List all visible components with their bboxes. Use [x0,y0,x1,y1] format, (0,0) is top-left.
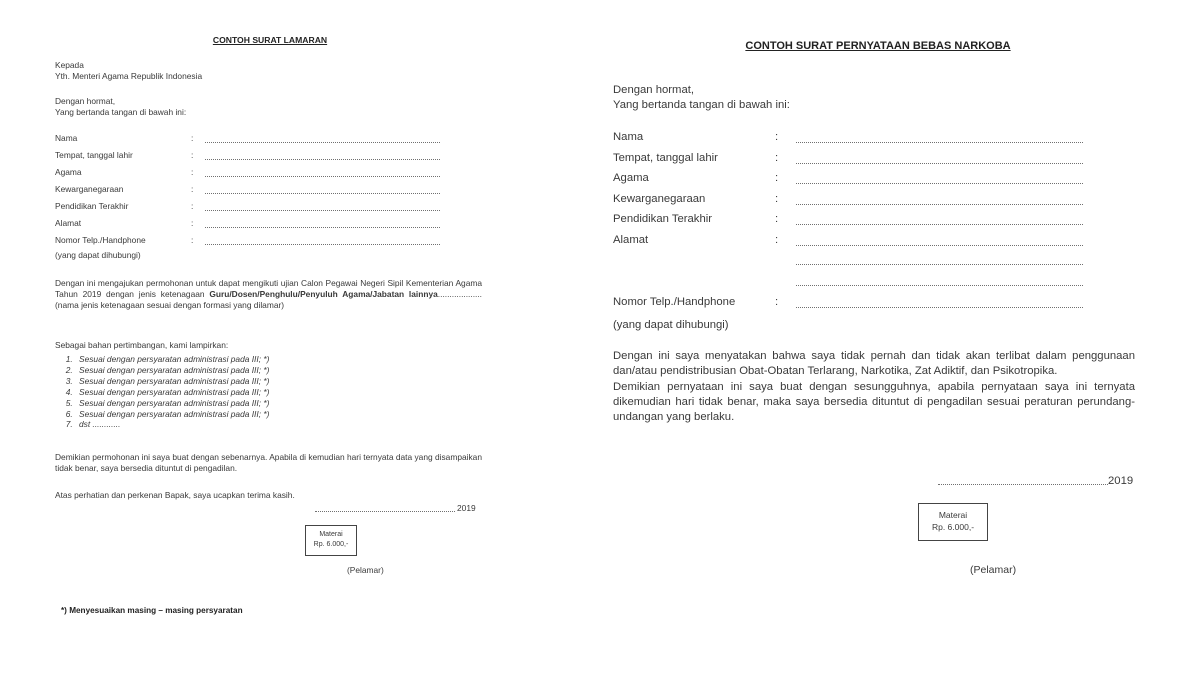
signature-year: 2019 [1108,475,1134,487]
body-dots: ................... [437,288,483,299]
field-colon: : [775,152,779,164]
letter-title: CONTOH SURAT LAMARAN [212,35,328,45]
field-pendidikan-terakhir [613,212,1143,226]
recipient-text: Yth. Menteri Agama Republik Indonesia [55,70,203,81]
field-colon: : [775,213,779,225]
field-label: Nama [613,131,644,143]
attachments-block [55,340,485,430]
signer-label: (Pelamar) [970,564,1017,576]
contact-note [613,318,1143,333]
list-item: 7. dst ............ [75,419,485,430]
field-label: Alamat [613,234,649,246]
address-dotted-line [796,264,1083,265]
field-nomor-telp [55,235,485,249]
field-tempat-tanggal-lahir [55,150,485,164]
closing-text: Demikian permohonan ini saya buat dengan sebenarnya. Apabila di kemudian hari ternyata data yang disampaikan tidak benar, saya bersedia dituntut di pengadilan. [55,452,482,473]
field-label: Kewarganegaraan [613,193,706,205]
field-dotted-line [796,204,1083,205]
body-text-2: (nama jenis ketenagaan sesuai dengan formasi yang dilamar) [55,299,285,310]
field-dotted-line [205,227,440,228]
statement-text: Dengan ini saya menyatakan bahwa saya tidak pernah dan tidak akan terlibat dalam penggunaan dan/atau pendistribusian Obat-Obatan Terlarang, Narkotika, Zat Adiktif, dan Psikotropika. [613,350,1135,378]
recipient-block [55,60,485,82]
stamp-box [305,525,357,556]
field-colon: : [191,167,194,177]
field-nama [55,133,485,147]
field-colon: : [775,193,779,205]
intro-text: Yang bertanda tangan di bawah ini: [613,99,790,112]
field-colon: : [775,296,779,308]
field-alamat [55,218,485,232]
application-paragraph [55,278,482,311]
field-label: Nomor Telp./Handphone [613,296,736,308]
field-label: Nama [55,133,78,143]
field-nama [613,130,1143,144]
list-item: 2. Sesuai dengan persyaratan administrasi pada III; *) [75,365,485,376]
attachments-list [55,354,485,430]
list-item: 3. Sesuai dengan persyaratan administrasi pada III; *) [75,376,485,387]
field-agama [613,171,1143,185]
field-dotted-line [796,307,1083,308]
signer-label: (Pelamar) [347,565,384,575]
list-item: 6. Sesuai dengan persyaratan administrasi pada III; *) [75,409,485,420]
list-item: 4. Sesuai dengan persyaratan administrasi pada III; *) [75,387,485,398]
field-colon: : [191,218,194,228]
signature-year: 2019 [457,503,476,513]
field-colon: : [191,235,194,245]
date-dotted-line [315,511,455,512]
field-dotted-line [796,163,1083,164]
stamp-amount: Rp. 6.000,- [931,522,975,532]
field-label: Pendidikan Terakhir [613,213,713,225]
field-dotted-line [205,210,440,211]
greeting-block [55,96,485,118]
application-body [55,278,482,311]
field-colon: : [775,234,779,246]
field-colon: : [775,172,779,184]
field-colon: : [191,150,194,160]
statement-block [613,349,1135,425]
field-colon: : [191,133,194,143]
field-colon: : [191,201,194,211]
field-alamat [613,233,1143,247]
contact-note-text: (yang dapat dihubungi) [55,250,141,260]
field-dotted-line [205,159,440,160]
address-dotted-line [796,285,1083,286]
field-dotted-line [205,142,440,143]
thanks-block [55,490,485,501]
field-dotted-line [796,224,1083,225]
field-dotted-line [796,245,1083,246]
greeting-text: Dengan hormat, [55,96,116,106]
greeting-text: Dengan hormat, [613,84,695,96]
field-colon: : [191,184,194,194]
stamp-amount: Rp. 6.000,- [313,541,349,548]
contact-note-text: (yang dapat dihubungi) [613,319,729,331]
field-pendidikan-terakhir [55,201,485,215]
field-kewarganegaraan [613,192,1143,206]
field-nomor-telp [613,295,1143,309]
field-label: Agama [613,172,649,184]
stamp-label: Materai [319,531,343,538]
field-label: Tempat, tanggal lahir [613,152,718,164]
body-text-1: Dengan ini mengajukan permohonan untuk dapat mengikuti ujian Calon Pegawai Negeri Sipil Kementerian Agama Tahun 2019 dengan jenis ketenagaan [55,278,482,299]
field-dotted-line [205,193,440,194]
field-label: Tempat, tanggal lahir [55,150,133,160]
contact-note [55,250,485,261]
statement-closing-text: Demikian pernyataan ini saya buat dengan sesungguhnya, apabila pernyataan saya ini ternyata dikemudian hari tidak benar, maka saya bersedia dituntut di pengadilan sesuai peraturan perundang-undangan yang berlaku. [613,380,1135,423]
field-dotted-line [796,183,1083,184]
field-label: Kewarganegaraan [55,184,124,194]
field-colon: : [775,131,779,143]
field-label: Nomor Telp./Handphone [55,235,146,245]
field-dotted-line [796,142,1083,143]
footnote: *) Menyesuaikan masing – masing persyaratan [61,606,243,615]
thanks-text: Atas perhatian dan perkenan Bapak, saya ucapkan terima kasih. [55,490,295,500]
stamp-label: Materai [938,510,968,520]
field-label: Agama [55,167,82,177]
field-dotted-line [205,244,440,245]
field-kewarganegaraan [55,184,485,198]
attachments-intro: Sebagai bahan pertimbangan, kami lampirkan: [55,340,229,350]
field-dotted-line [205,176,440,177]
date-dotted-line [938,484,1108,485]
field-tempat-tanggal-lahir [613,151,1143,165]
kepada-text: Kepada [55,60,84,70]
closing-block [55,452,482,474]
body-bold-text: Guru/Dosen/Penghulu/Penyuluh Agama/Jabatan lainnya [209,288,438,299]
greeting-block [613,83,1143,114]
list-item: 5. Sesuai dengan persyaratan administrasi pada III; *) [75,398,485,409]
field-label: Pendidikan Terakhir [55,201,129,211]
list-item: 1. Sesuai dengan persyaratan administrasi pada III; *) [75,354,485,365]
letter-title: CONTOH SURAT PERNYATAAN BEBAS NARKOBA [745,40,1011,52]
intro-text: Yang bertanda tangan di bawah ini: [55,106,187,117]
field-agama [55,167,485,181]
field-label: Alamat [55,218,82,228]
stamp-box [918,503,988,541]
